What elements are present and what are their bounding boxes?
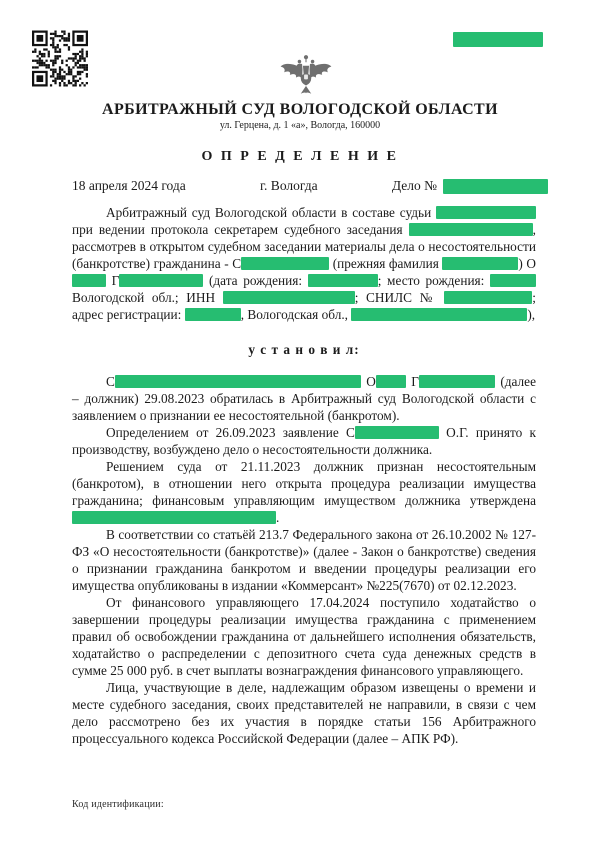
case-number-label: Дело № — [391, 178, 437, 193]
document-body — [72, 204, 536, 747]
paragraph-recognition: Решением суда от 21.11.2023 должник признан несостоятельным (банкротом), в отношении него открыта процедура реализации имущества гражданина; финансовым управляющим имуществом должника утверждена . — [72, 459, 536, 525]
paragraph-attendance: Лица, участвующие в деле, надлежащим образом извещены о времени и месте судебного заседания, своих представителей не направили, в связи с чем дело рассмотрено без их участия в порядке статьи 156 Арбитражного процессуального кодекса Российской Федерации (далее – АПК РФ). — [72, 680, 536, 746]
redaction-box — [436, 206, 536, 219]
paragraph-publication: В соответствии со статьёй 213.7 Федерального закона от 26.10.2002 № 127-ФЗ «О несостоятельности (банкротстве)» (далее - Закон о банкротстве) сведения о признании гражданина банкротом и введении процедуры реализации его имущества опубликованы в издании «Коммерсант» №225(7670) от 02.12.2023. — [72, 527, 536, 593]
document-date: 18 апреля 2024 года — [72, 178, 186, 193]
redaction-box — [444, 291, 532, 304]
redaction-box — [419, 375, 495, 388]
redaction-box — [409, 223, 533, 236]
redaction-box — [443, 179, 548, 194]
redaction-box — [453, 32, 543, 47]
paragraph-acceptance: Определением от 26.09.2023 заявление С О.Г. принято к производству, возбуждено дело о несостоятельности должника. — [72, 425, 536, 457]
redaction-box — [119, 274, 203, 287]
redaction-box — [355, 426, 439, 439]
case-number-cell — [392, 178, 548, 194]
city-label: г. Вологда — [260, 178, 318, 193]
redaction-box — [72, 511, 276, 524]
redaction-box — [72, 274, 106, 287]
paragraph-motion: От финансового управляющего 17.04.2024 поступило ходатайство о завершении процедуры реализации имущества гражданина с применением правил об освобождении гражданина от дальнейшего исполнения обязательств, ходатайство о распределении с депозитного счета суда денежных средств в сумме 25 000 руб. в счет выплаты вознаграждения финансового управляющего. — [72, 595, 536, 678]
court-name: АРБИТРАЖНЫЙ СУД ВОЛОГОДСКОЙ ОБЛАСТИ — [102, 101, 498, 118]
document-title: О П Р Е Д Е Л Е Н И Е — [201, 149, 399, 164]
qr-code-icon — [32, 30, 88, 87]
redaction-box — [351, 308, 527, 321]
russia-coat-of-arms-icon — [278, 53, 334, 103]
redaction-box — [223, 291, 355, 304]
letterhead — [0, 101, 600, 131]
court-address: ул. Герцена, д. 1 «а», Вологда, 160000 — [219, 120, 381, 131]
paragraph-intro: Арбитражный суд Вологодской области в составе судьи при ведении протокола секретарем судебного заседания , рассмотрев в открытом судебном заседании материалы дела о несостоятельности (банкротстве) гражданина - С (прежняя фамилия ) О Г (дата рождения: ; место рождения: Вологодской обл.; ИНН ; СНИЛС № ; адрес регистрации: , Вологодская обл., ), — [72, 205, 536, 322]
redaction-box — [490, 274, 536, 287]
paragraph-filing: С О Г (далее – должник) 29.08.2023 обратилась в Арбитражный суд Вологодской области с заявлением о признании ее несостоятельной (банкротом). — [72, 374, 536, 423]
redaction-box — [376, 375, 406, 388]
redaction-box — [308, 274, 378, 287]
redaction-box — [185, 308, 241, 321]
redaction-box — [115, 375, 361, 388]
redaction-box — [442, 257, 518, 270]
ustanovil-heading: у с т а н о в и л: — [248, 342, 360, 357]
case-info-row — [72, 178, 548, 194]
identification-code-label: Код идентификации: — [72, 799, 164, 810]
redaction-box — [241, 257, 329, 270]
